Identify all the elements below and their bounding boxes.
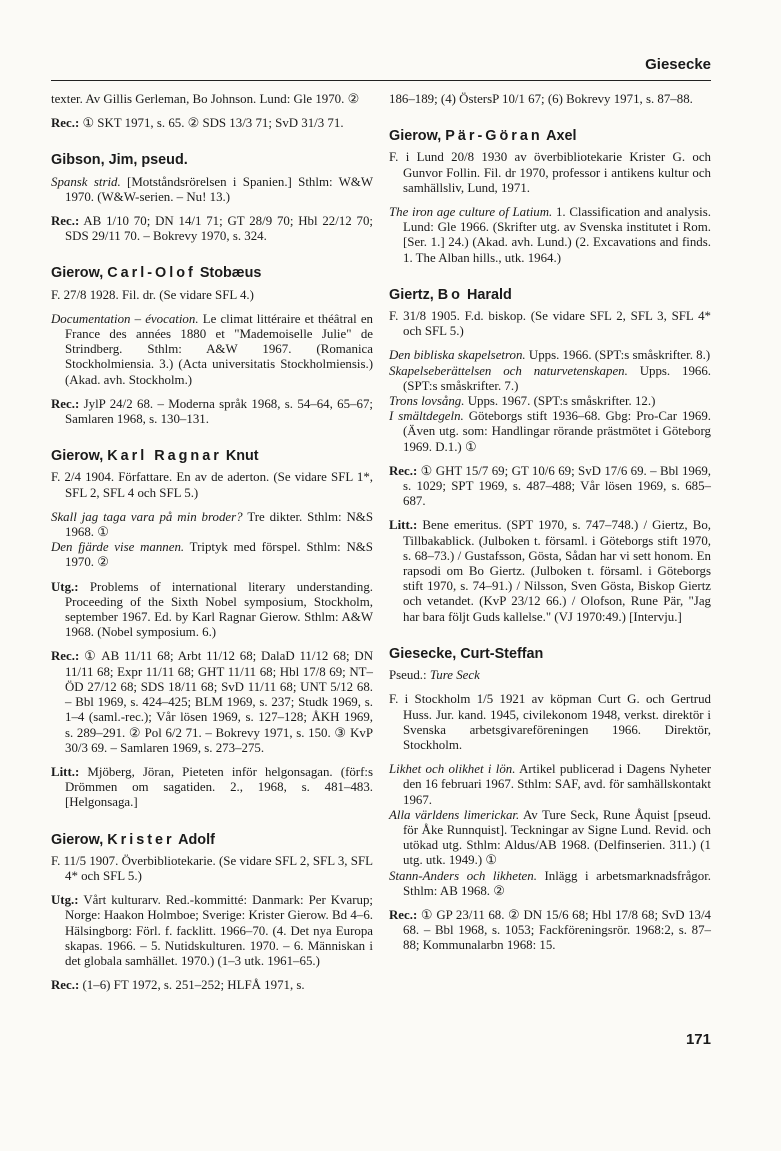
bio-line: F. 31/8 1905. F.d. biskop. (Se vidare SFL 2, SFL 3, SFL 4* och SFL 5.) — [389, 309, 711, 339]
pseud-label: Pseud.: — [389, 668, 427, 683]
pseudonym: Ture Seck — [429, 668, 480, 683]
litt-label: Litt.: — [51, 764, 80, 779]
entry-heading-gibson: Gibson, Jim, pseud. — [51, 152, 188, 169]
work-entry — [389, 394, 711, 409]
rec-label: Rec.: — [389, 463, 418, 478]
review-line — [51, 397, 373, 427]
work-entry — [51, 175, 373, 205]
utg-label: Utg.: — [51, 893, 79, 908]
work-details: Artikel publicerad i Dagens Nyheter den 16 februari 1967. Sthlm: SAF, avd. för samhällskontakt 1967. — [403, 762, 711, 807]
review-text: ① GP 23/11 68. ② DN 15/6 68; Hbl 17/8 68; SvD 13/4 68. – Bbl 1968, s. 1053; Fackföreningsrör. 1968:2, s. 87–88; Kommunalarbn 1968: 15. — [403, 907, 711, 953]
entry-surname: Gierow, — [51, 831, 104, 848]
review-line — [51, 214, 373, 244]
work-details: 1. Classification and analysis. Lund: Gle 1966. (Skrifter utg. av Svenska institutet i Rom. [Ser. 1.] 24.) (Akad. avh. Lund.) (2. Excavations and finds. 1. The Alban hills., utk. 1964.) — [403, 205, 711, 265]
entry-given-name: Karl Ragnar — [107, 448, 222, 465]
review-line — [51, 978, 373, 993]
litt-label: Litt.: — [389, 518, 418, 533]
rec-label: Rec.: — [51, 396, 80, 411]
editor-line — [51, 580, 373, 641]
review-line — [389, 464, 711, 510]
rec-label: Rec.: — [51, 116, 80, 131]
work-entry — [389, 869, 711, 899]
work-details: [Motståndsrörelsen i Spanien.] Sthlm: W&W 1970. (W&W-serien. – Nu! 13.) — [65, 174, 373, 204]
work-title: Spansk strid. — [51, 174, 121, 189]
work-details: Upps. 1966. (SPT:s småskrifter. 7.) — [403, 363, 711, 393]
entry-other-names: Stobæus — [199, 265, 262, 282]
work-title: Den fjärde vise mannen. — [51, 540, 185, 555]
review-text: (1–6) FT 1972, s. 251–252; HLFÅ 1971, s. — [82, 978, 305, 993]
review-text: JylP 24/2 68. – Moderna språk 1968, s. 54–64, 65–67; Samlaren 1968, s. 130–131. — [65, 396, 373, 427]
work-title: Likhet och olikhet i lön. — [389, 762, 516, 777]
work-entry — [389, 205, 711, 266]
bio-line: F. 11/5 1907. Överbibliotekarie. (Se vidare SFL 2, SFL 3, SFL 4* och SFL 5.) — [51, 853, 373, 883]
work-details: Av Ture Seck, Rune Åquist [pseud. för Åke Runnquist]. Teckningar av Signe Lund. Revid. och utökad utg. Sthlm: Aldus/AB 1968. (Delfinserien. 311.) (1 utg. utk. 1949.) ① — [403, 807, 711, 868]
rec-label: Rec.: — [51, 214, 80, 229]
work-entry — [389, 409, 711, 455]
entry-other-names: Axel — [546, 128, 577, 145]
bio-line: F. i Stockholm 1/5 1921 av köpman Curt G. och Gertrud Huss. Jur. kand. 1945, civilekonom 1948, verkst. direktör i Svenska arbetsgivareföreningen 1966. Direktör, Stockholm. — [389, 692, 711, 752]
continued-entry-text: texter. Av Gillis Gerleman, Bo Johnson. Lund: Gle 1970. ② — [51, 92, 360, 106]
work-title: Skall jag taga vara på min broder? — [51, 509, 243, 524]
bio-line: F. 2/4 1904. Författare. En av de aderton. (Se vidare SFL 1*, SFL 2, SFL 4 och SFL 5.) — [51, 470, 373, 500]
right-column — [389, 92, 711, 954]
work-details: Tre dikter. Sthlm: N&S 1968. ① — [65, 509, 374, 540]
entry-other-names: Harald — [466, 286, 512, 303]
work-details: Le climat littéraire et théâtral en France des années 1880 et "Mademoiselle Julie" de Strindberg. Sthlm: A&W 1967. (Romanica Stockholmiensia. 3.) (Acta universitatis Stockholmiensis.) (Akad. avh. Stockholm.) — [65, 311, 373, 387]
editor-text: Problems of international literary understanding. Proceeding of the Sixth Nobel symposium, Stockholm, september 1967. Ed. by Karl Ragnar Gierow. Sthlm: A&W 1968. (Nobel symposium. 6.) — [65, 579, 373, 640]
work-details: Triptyk med förspel. Sthlm: N&S 1970. ② — [65, 540, 373, 570]
literature-line — [389, 518, 711, 624]
literature-text: Bene emeritus. (SPT 1970, s. 747–748.) / Giertz, Bo, Tillbakablick. (Julboken t. församl. i Göteborgs stift 1970, s. 68–73.) / Gustafsson, Gösta, Sådan har vi sett honom. En rapsodi om Bo Giertz. (Julboken t. församl. i Göteborgs stift 1970, s. 74–91.) / Nilsson, Sven Gösta, Biskop Giertz och vetandet. (KvP 23/12 66.) / Olofson, Rune Pär, "Jag har bara följt Guds kallelse." (VJ 1970:49.) [Intervju.] — [403, 518, 711, 624]
entry-given-name: Bo — [437, 286, 463, 303]
entry-heading-giertz — [389, 288, 711, 303]
review-line — [389, 908, 711, 954]
work-details: Inlägg i arbetsmarknadsfrågor. Sthlm: AB 1968. ② — [403, 868, 711, 898]
work-title: Den bibliska skapelsetron. — [389, 348, 526, 363]
rec-label: Rec.: — [51, 978, 80, 993]
entry-other-names: Knut — [225, 448, 259, 465]
utg-label: Utg.: — [51, 579, 79, 594]
bio-line: F. i Lund 20/8 1930 av överbibliotekarie Krister G. och Gunvor Follin. Fil. dr 1970, professor i antikens kultur och samhällsliv, Lund, 1971. — [389, 150, 711, 195]
entry-surname: Gierow, — [51, 448, 104, 465]
entry-given-name: Pär-Göran — [445, 128, 543, 145]
work-title: The iron age culture of Latium. — [389, 205, 553, 220]
work-entry — [389, 348, 711, 363]
work-details: Upps. 1966. (SPT:s småskrifter. 8.) — [528, 348, 711, 363]
bio-line: F. 27/8 1928. Fil. dr. (Se vidare SFL 4.) — [51, 287, 254, 302]
work-entry — [51, 510, 373, 540]
entry-heading-giesecke: Giesecke, Curt-Steffan — [389, 645, 544, 662]
entry-surname: Giertz, — [389, 286, 434, 303]
review-line — [51, 116, 373, 131]
work-entry — [389, 762, 711, 808]
work-title: Skapelseberättelsen och naturvetenskapen. — [389, 363, 628, 378]
pseudonym-line — [389, 668, 711, 683]
entry-other-names: Adolf — [178, 831, 215, 848]
rec-label: Rec.: — [389, 907, 418, 922]
editor-text: Vårt kulturarv. Red.-kommitté: Danmark: Per Kvarup; Norge: Haakon Holmboe; Sverige: Krister Gierow. Bd 4–6. Hälsingborg: Förl. f. facklitt. 1966–70. (4. Det nya Europa skapas. 1966. – 5. Nutidskulturen. 1970. – 6. Människan i det globala samhället. 1970.) (1–3 utk. 1961–65.) — [65, 893, 373, 968]
entry-heading-carl-olof — [51, 266, 373, 281]
rec-label: Rec.: — [51, 649, 80, 664]
work-title: Alla världens limerickar. — [389, 807, 520, 822]
literature-line — [51, 765, 373, 811]
header-rule — [51, 80, 711, 81]
work-title: Documentation – évocation. — [51, 311, 199, 326]
work-details: Upps. 1967. (SPT:s småskrifter. 12.) — [467, 394, 656, 409]
entry-surname: Gierow, — [389, 128, 442, 145]
work-entry — [51, 540, 373, 570]
editor-line — [51, 893, 373, 969]
entry-heading-krister — [51, 833, 373, 848]
review-text: ① GHT 15/7 69; GT 10/6 69; SvD 17/6 69. – Bbl 1969, s. 1029; SPT 1969, s. 487–488; Vår lösen 1969, s. 685–687. — [403, 463, 711, 509]
review-text: AB 1/10 70; DN 14/1 71; GT 28/9 70; Hbl 22/12 70; SDS 29/11 70. – Bokrevy 1970, s. 324. — [65, 214, 373, 244]
continued-entry-text: 186–189; (4) ÖstersP 10/1 67; (6) Bokrevy 1971, s. 87–88. — [389, 92, 693, 106]
entry-surname: Gierow, — [51, 265, 104, 282]
entry-heading-par-goran — [389, 129, 711, 144]
work-details: Göteborgs stift 1936–68. Gbg: Pro-Car 1969. (Även utg. som: Handlingar rörande prästmötet i Göteborg 1969. D.1.) ① — [403, 409, 711, 454]
review-text: ① SKT 1971, s. 65. ② SDS 13/3 71; SvD 31/3 71. — [82, 116, 344, 131]
work-title: I smältdegeln. — [389, 409, 464, 424]
review-text: ① AB 11/11 68; Arbt 11/12 68; DalaD 11/12 68; DN 11/11 68; Expr 11/11 68; GHT 11/11 68; Hbl 17/8 69; NT–ÖD 27/12 68; SDS 18/11 68; SvD 11/11 68; UNT 5/12 68. – Bbl 1969, s. 424–425; BLM 1969, s. 237; Studk 1969, s. 1–4 (saml.-rec.); Vår lösen 1969, s. 127–128; ÅKH 1969, s. 289–291. ② Pol 6/2 71. – Bokrevy 1971, s. 150. ③ KvP 30/3 69. – Samlaren 1969, s. 273–275. — [65, 649, 373, 755]
work-title: Trons lovsång. — [389, 394, 465, 409]
page-number: 171 — [685, 1031, 711, 1048]
entry-given-name: Carl-Olof — [107, 265, 196, 282]
literature-text: Mjöberg, Jöran, Pieteten inför helgonsagan. (förf:s Drömmen om sagatiden. 2., 1968, s. 481–483. [Helgonsaga.] — [65, 764, 373, 810]
entry-given-name: Krister — [107, 831, 175, 848]
work-title: Stann-Anders och likheten. — [389, 868, 537, 883]
review-line — [51, 649, 373, 755]
running-head: Giesecke — [645, 56, 711, 73]
work-entry — [51, 312, 373, 388]
entry-heading-karl-ragnar — [51, 449, 373, 464]
work-entry — [389, 808, 711, 869]
left-column — [51, 92, 373, 993]
work-entry — [389, 364, 711, 394]
